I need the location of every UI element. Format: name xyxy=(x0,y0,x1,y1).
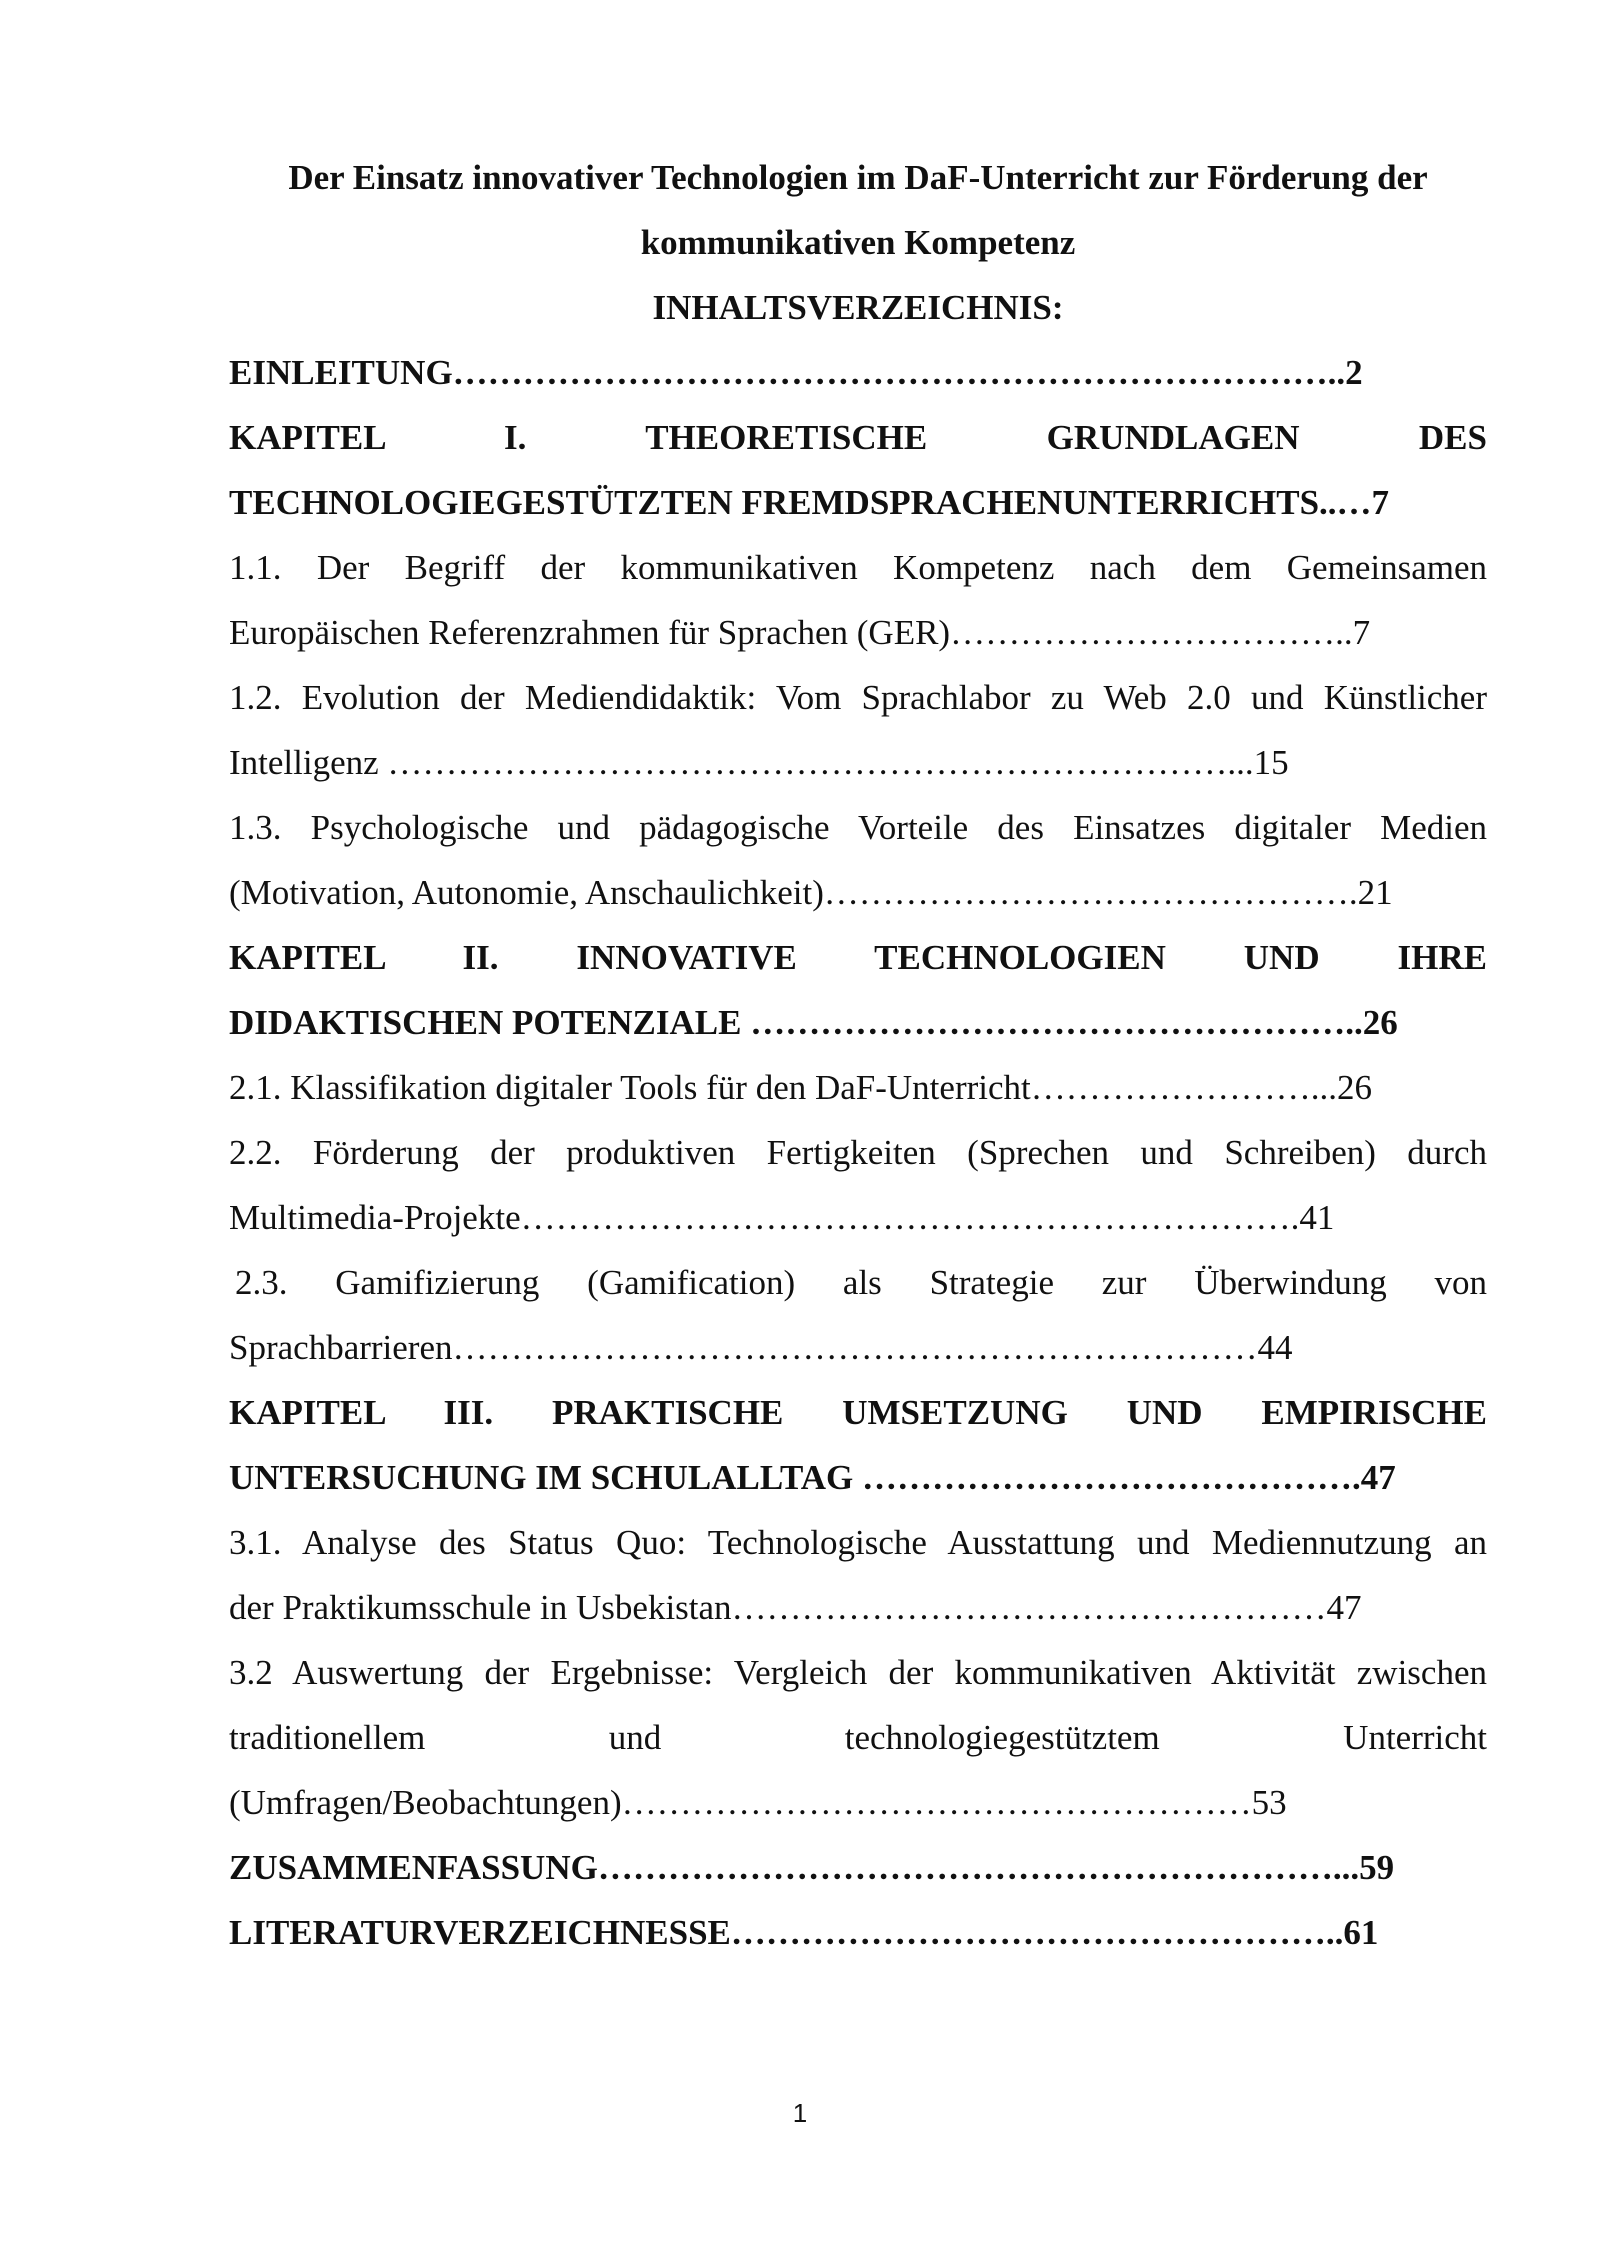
toc-chapter-3-line-2: UNTERSUCHUNG IM SCHULALLTAG …………………………………….47 xyxy=(229,1458,1396,1497)
toc-section-1-3-line-1: 1.3. Psychologische und pädagogische Vorteile des Einsatzes digitaler Medien xyxy=(229,808,1487,847)
toc-section-3-1-line-2: der Praktikumsschule in Usbekistan……………………………………………47 xyxy=(229,1588,1362,1627)
toc-entry-literaturverzeichnis: LITERATURVERZEICHNESSE……………………………………………..61 xyxy=(229,1913,1379,1952)
toc-entry-einleitung: EINLEITUNG…………………………………………………………………..2 xyxy=(229,353,1363,392)
title-line-2: kommunikativen Kompetenz xyxy=(640,223,1076,262)
toc-chapter-2-line-2: DIDAKTISCHEN POTENZIALE ……………………………………………..26 xyxy=(229,1003,1398,1042)
document-title xyxy=(229,145,1487,275)
toc-heading: INHALTSVERZEICHNIS: xyxy=(652,288,1064,327)
toc-section-1-2-line-1: 1.2. Evolution der Mediendidaktik: Vom Sprachlabor zu Web 2.0 und Künstlicher xyxy=(229,678,1487,717)
toc-section-2-2-line-2: Multimedia-Projekte………………………………………………………….41 xyxy=(229,1198,1335,1237)
table-of-contents xyxy=(229,340,1487,1965)
toc-section-3-1-line-1: 3.1. Analyse des Status Quo: Technologische Ausstattung und Mediennutzung an xyxy=(229,1523,1487,1562)
toc-section-3-2-line-3: (Umfragen/Beobachtungen)………………………………………………53 xyxy=(229,1783,1287,1822)
toc-chapter-3-line-1: KAPITEL III. PRAKTISCHE UMSETZUNG UND EMPIRISCHE xyxy=(229,1393,1487,1432)
toc-section-2-1: 2.1. Klassifikation digitaler Tools für den DaF-Unterricht……………………...26 xyxy=(229,1068,1372,1107)
toc-section-3-2-line-2: traditionellem und technologiegestütztem Unterricht xyxy=(229,1718,1487,1757)
toc-section-1-2-line-2: Intelligenz ………………………………………………………………...15 xyxy=(229,743,1289,782)
toc-section-2-2-line-1: 2.2. Förderung der produktiven Fertigkeiten (Sprechen und Schreiben) durch xyxy=(229,1133,1487,1172)
page-content xyxy=(229,145,1487,1965)
toc-entry-zusammenfassung: ZUSAMMENFASSUNG………………………………………………………...59 xyxy=(229,1848,1395,1887)
title-line-1: Der Einsatz innovativer Technologien im DaF-Unterricht zur Förderung der xyxy=(288,158,1428,197)
toc-chapter-1-line-2: TECHNOLOGIEGESTÜTZTEN FREMDSPRACHENUNTERRICHTS..…7 xyxy=(229,483,1390,522)
toc-chapter-1-line-1: KAPITEL I. THEORETISCHE GRUNDLAGEN DES xyxy=(229,418,1487,457)
toc-section-1-1-line-1: 1.1. Der Begriff der kommunikativen Kompetenz nach dem Gemeinsamen xyxy=(229,548,1487,587)
toc-section-1-3-line-2: (Motivation, Autonomie, Anschaulichkeit)……………………………………….21 xyxy=(229,873,1393,912)
page-number: 1 xyxy=(792,2098,808,2128)
toc-chapter-2-line-1: KAPITEL II. INNOVATIVE TECHNOLOGIEN UND IHRE xyxy=(229,938,1487,977)
toc-section-1-1-line-2: Europäischen Referenzrahmen für Sprachen (GER)……………………………..7 xyxy=(229,613,1371,652)
toc-section-2-3-line-2: Sprachbarrieren……………………………………………………………44 xyxy=(229,1328,1293,1367)
toc-section-3-2-line-1: 3.2 Auswertung der Ergebnisse: Vergleich der kommunikativen Aktivität zwischen xyxy=(229,1653,1487,1692)
toc-section-2-3-line-1: 2.3. Gamifizierung (Gamification) als Strategie zur Überwindung von xyxy=(235,1263,1487,1302)
